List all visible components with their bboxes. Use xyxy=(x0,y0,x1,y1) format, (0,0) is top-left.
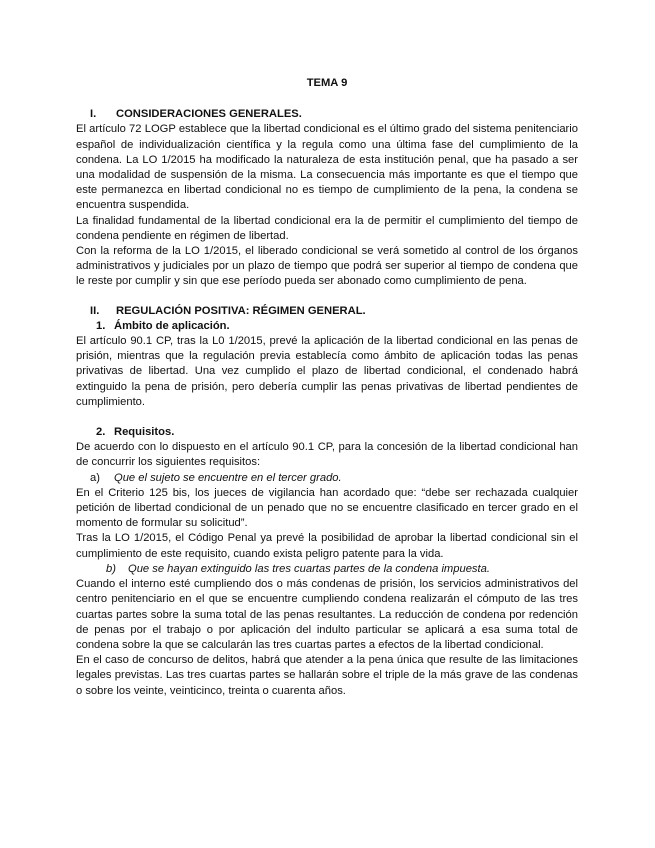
section-heading-2 xyxy=(76,304,578,319)
paragraph: Cuando el interno esté cumpliendo dos o más condenas de prisión, los servicios administrativos del centro penitenciario en el que se encuentre cumpliendo condena realizarán el cómputo de las tres cuartas partes sobre la suma total de las penas resultantes. La reducción de condena por redención de penas por el trabajo o por aplicación del indulto particular se aplicará a esa suma total de condena sobre la que se calcularán las tres cuartas partes a efectos de la libertad condicional. xyxy=(76,578,578,651)
section-heading-1 xyxy=(76,107,578,122)
section-title: REGULACIÓN POSITIVA: RÉGIMEN GENERAL. xyxy=(116,304,366,317)
section-number: I. xyxy=(90,108,97,121)
section-number: II. xyxy=(90,304,100,317)
subsection-number: 1. xyxy=(96,319,106,332)
section-title: CONSIDERACIONES GENERALES. xyxy=(116,108,302,121)
requirement-letter: a) xyxy=(90,471,100,484)
paragraph: En el caso de concurso de delitos, habrá que atender a la pena única que resulte de las limitaciones legales previstas. Las tres cuartas partes se hallarán sobre el triple de la más grave de las condenas o sobre los veinte, veinticinco, treinta o cuarenta años. xyxy=(76,654,578,697)
subsection-number: 2. xyxy=(96,426,106,439)
requirement-b xyxy=(76,562,578,577)
subsection-heading-1 xyxy=(76,319,578,334)
requirement-text: Que el sujeto se encuentre en el tercer grado. xyxy=(114,471,342,484)
requirement-text: Que se hayan extinguido las tres cuartas partes de la condena impuesta. xyxy=(128,562,490,575)
document-page xyxy=(76,76,578,699)
paragraph: En el Criterio 125 bis, los jueces de vigilancia han acordado que: “debe ser rechazada cualquier petición de libertad condicional de un penado que no se encuentre clasificado en tercer grado en el momento de formular su solicitud”. xyxy=(76,486,578,530)
subsection-title: Requisitos. xyxy=(114,426,175,439)
subsection-title: Ámbito de aplicación. xyxy=(114,319,230,332)
paragraph: Con la reforma de la LO 1/2015, el liberado condicional se verá sometido al control de los órganos administrativos y judiciales por un plazo de tiempo que podrá ser superior al tiempo de condena que le reste por cumplir y sin que ese período pueda ser abonado como cumplimiento de pena. xyxy=(76,245,578,288)
subsection-heading-2 xyxy=(76,425,578,440)
document-title: TEMA 9 xyxy=(306,77,348,89)
paragraph: Tras la LO 1/2015, el Código Penal ya prevé la posibilidad de aprobar la libertad condicional sin el cumplimiento de este requisito, cuando exista peligro patente para la vida. xyxy=(76,532,578,560)
paragraph: El artículo 90.1 CP, tras la L0 1/2015, prevé la aplicación de la libertad condicional en las penas de prisión, mientras que la regulación previa establecía como ámbito de aplicación todas las penas privativas de libertad. Una vez cumplido el plazo de libertad condicional, el condenado habrá extinguido la pena de prisión, pero debería cumplir las penas privativas de libertad pendientes de cumplimiento. xyxy=(76,335,578,408)
paragraph: El artículo 72 LOGP establece que la libertad condicional es el último grado del sistema penitenciario español de individualización científica y la regula como una última fase del cumplimiento de la condena. La LO 1/2015 ha modificado la naturaleza de esta institución penal, que ha pasado a ser una modalidad de suspensión de la misma. La consecuencia más importante es que el tiempo que este permanezca en libertad condicional no es tiempo de cumplimiento de la pena, la condena se encuentra suspendida. xyxy=(76,123,578,212)
requirement-letter: b) xyxy=(106,562,116,575)
paragraph: La finalidad fundamental de la libertad condicional era la de permitir el cumplimiento del tiempo de condena pendiente en régimen de libertad. xyxy=(76,214,578,242)
requirement-a xyxy=(76,471,578,486)
paragraph: De acuerdo con lo dispuesto en el artículo 90.1 CP, para la concesión de la libertad condicional han de concurrir los siguientes requisitos: xyxy=(76,441,578,469)
